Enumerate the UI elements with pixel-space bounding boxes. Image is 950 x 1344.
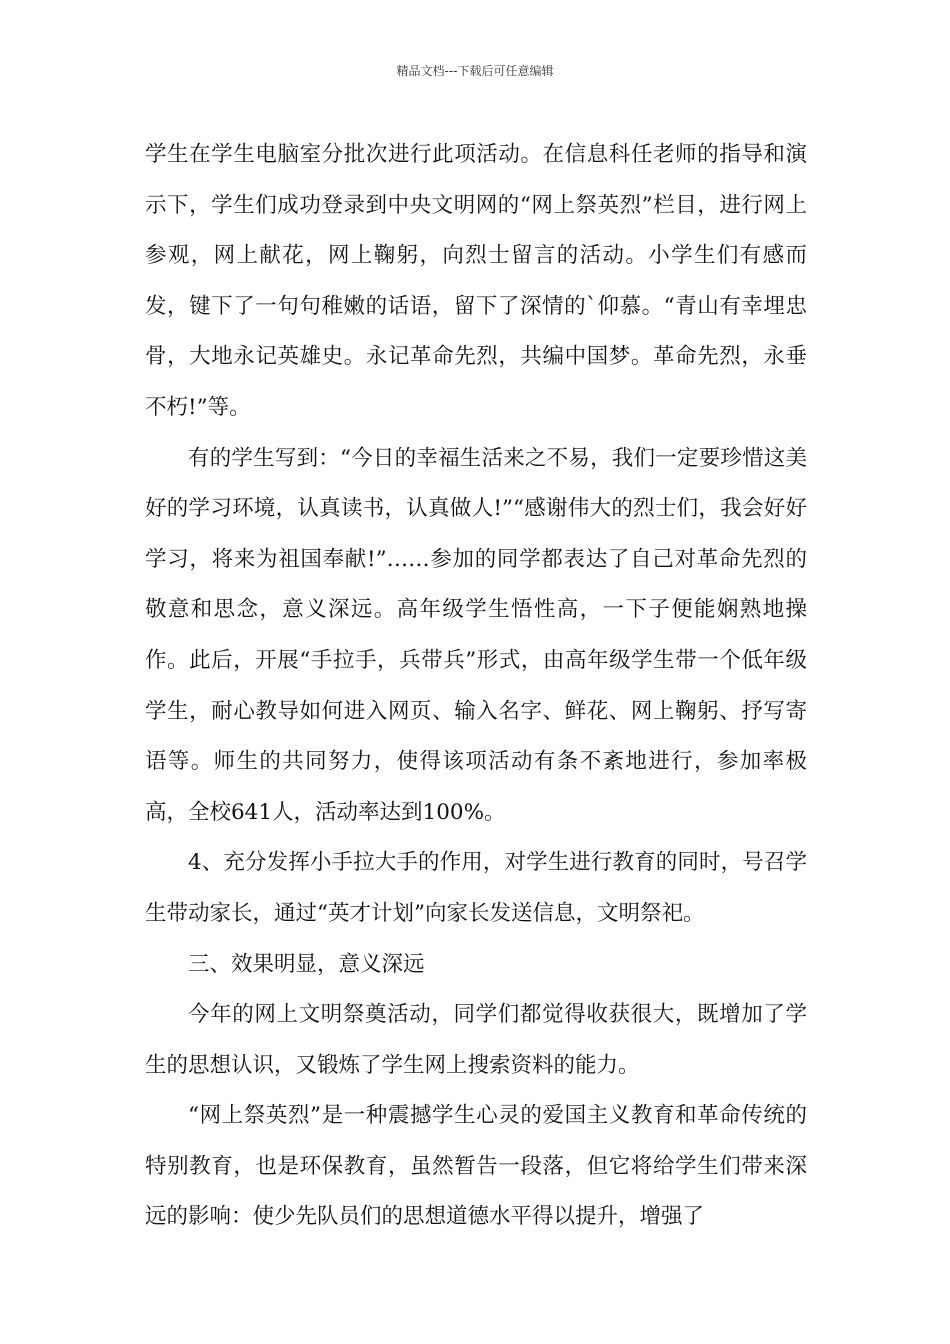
paragraph-4: 今年的网上文明祭奠活动，同学们都觉得收获很大，既增加了学生的思想认识，又锻炼了学生网上搜索资料的能力。 [145,1002,807,1078]
page-header: 精品文档---下载后可任意编辑 [396,64,554,78]
section-heading: 三、效果明显，意义深远 [188,951,425,977]
paragraph-3: 4、充分发挥小手拉大手的作用，对学生进行教育的同时，号召学生带动家长，通过“英才计划”向家长发送信息，文明祭祀。 [145,850,807,926]
paragraph-2: 有的学生写到：“今日的幸福生活来之不易，我们一定要珍惜这美好的学习环境，认真读书，认真做人!”“感谢伟大的烈士们，我会好好学习，将来为祖国奉献!”……参加的同学都表达了自己对革命先烈的敬意和思念，意义深远。高年级学生悟性高，一下子便能娴熟地操作。此后，开展“手拉手，兵带兵”形式，由高年级学生带一个低年级学生，耐心教导如何进入网页、输入名字、鲜花、网上鞠躬、抒写寄语等。师生的共同努力，使得该项活动有条不紊地进行，参加率极高，全校641人，活动率达到100%。 [145,445,807,825]
paragraph-5: “网上祭英烈”是一种震撼学生心灵的爱国主义教育和革命传统的特别教育，也是环保教育，虽然暂告一段落，但它将给学生们带来深远的影响：使少先队员们的思想道德水平得以提升，增强了 [145,1103,807,1230]
paragraph-1: 学生在学生电脑室分批次进行此项活动。在信息科任老师的指导和演示下，学生们成功登录到中央文明网的“网上祭英烈”栏目，进行网上参观，网上献花，网上鞠躬，向烈士留言的活动。小学生们有感而发，键下了一句句稚嫩的话语，留下了深情的`仰慕。“青山有幸埋忠骨，大地永记英雄史。永记革命先烈，共编中国梦。革命先烈，永垂不朽!”等。 [145,142,807,420]
document-body [145,130,807,1243]
